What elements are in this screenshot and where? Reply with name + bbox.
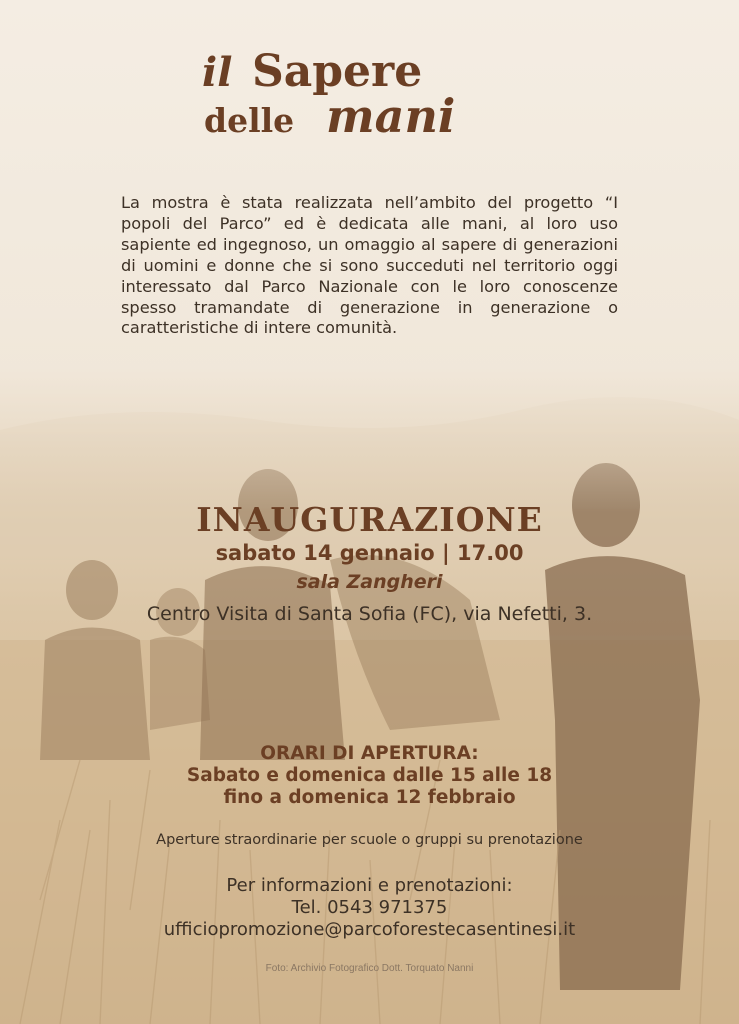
logo-il: il <box>201 49 232 96</box>
opening-hours-days: Sabato e domenica dalle 15 alle 18 <box>186 765 553 786</box>
inauguration-place: Centro Visita di Santa Sofia (FC), via Nefetti, 3. <box>146 603 593 625</box>
opening-hours-end-date: fino a domenica 12 febbraio <box>223 787 516 808</box>
logo-mani: mani <box>325 89 455 143</box>
intro-paragraph: La mostra è stata realizzata nell’ambito del progetto “I popoli del Parco” ed è dedicata alle mani, al loro uso sapiente ed ingegnoso, un omaggio al sapere di generazioni di uomini e donne che si sono succeduti nel territorio oggi interessato dal Parco Nazionale con le loro conoscenze spesso tramandate di generazione in generazione o caratteristiche di intere comunità. <box>121 193 618 338</box>
extra-openings-note: Aperture straordinarie per scuole o gruppi su prenotazione <box>156 832 583 848</box>
info-title: Per informazioni e prenotazioni: <box>226 875 513 896</box>
exhibition-logo <box>0 36 739 146</box>
opening-hours-title: ORARI DI APERTURA: <box>260 743 479 764</box>
inauguration-date: sabato 14 gennaio | 17.00 <box>215 541 524 565</box>
photo-credit: Foto: Archivio Fotografico Dott. Torquato Nanni <box>265 963 474 974</box>
info-email: ufficiopromozione@parcoforestecasentinesi.it <box>163 919 576 940</box>
logo-delle: delle <box>203 101 294 140</box>
logo-sapere: Sapere <box>251 46 422 97</box>
info-phone: Tel. 0543 971375 <box>291 897 448 918</box>
inauguration-title: INAUGURAZIONE <box>196 500 543 539</box>
inauguration-room: sala Zangheri <box>296 571 443 593</box>
